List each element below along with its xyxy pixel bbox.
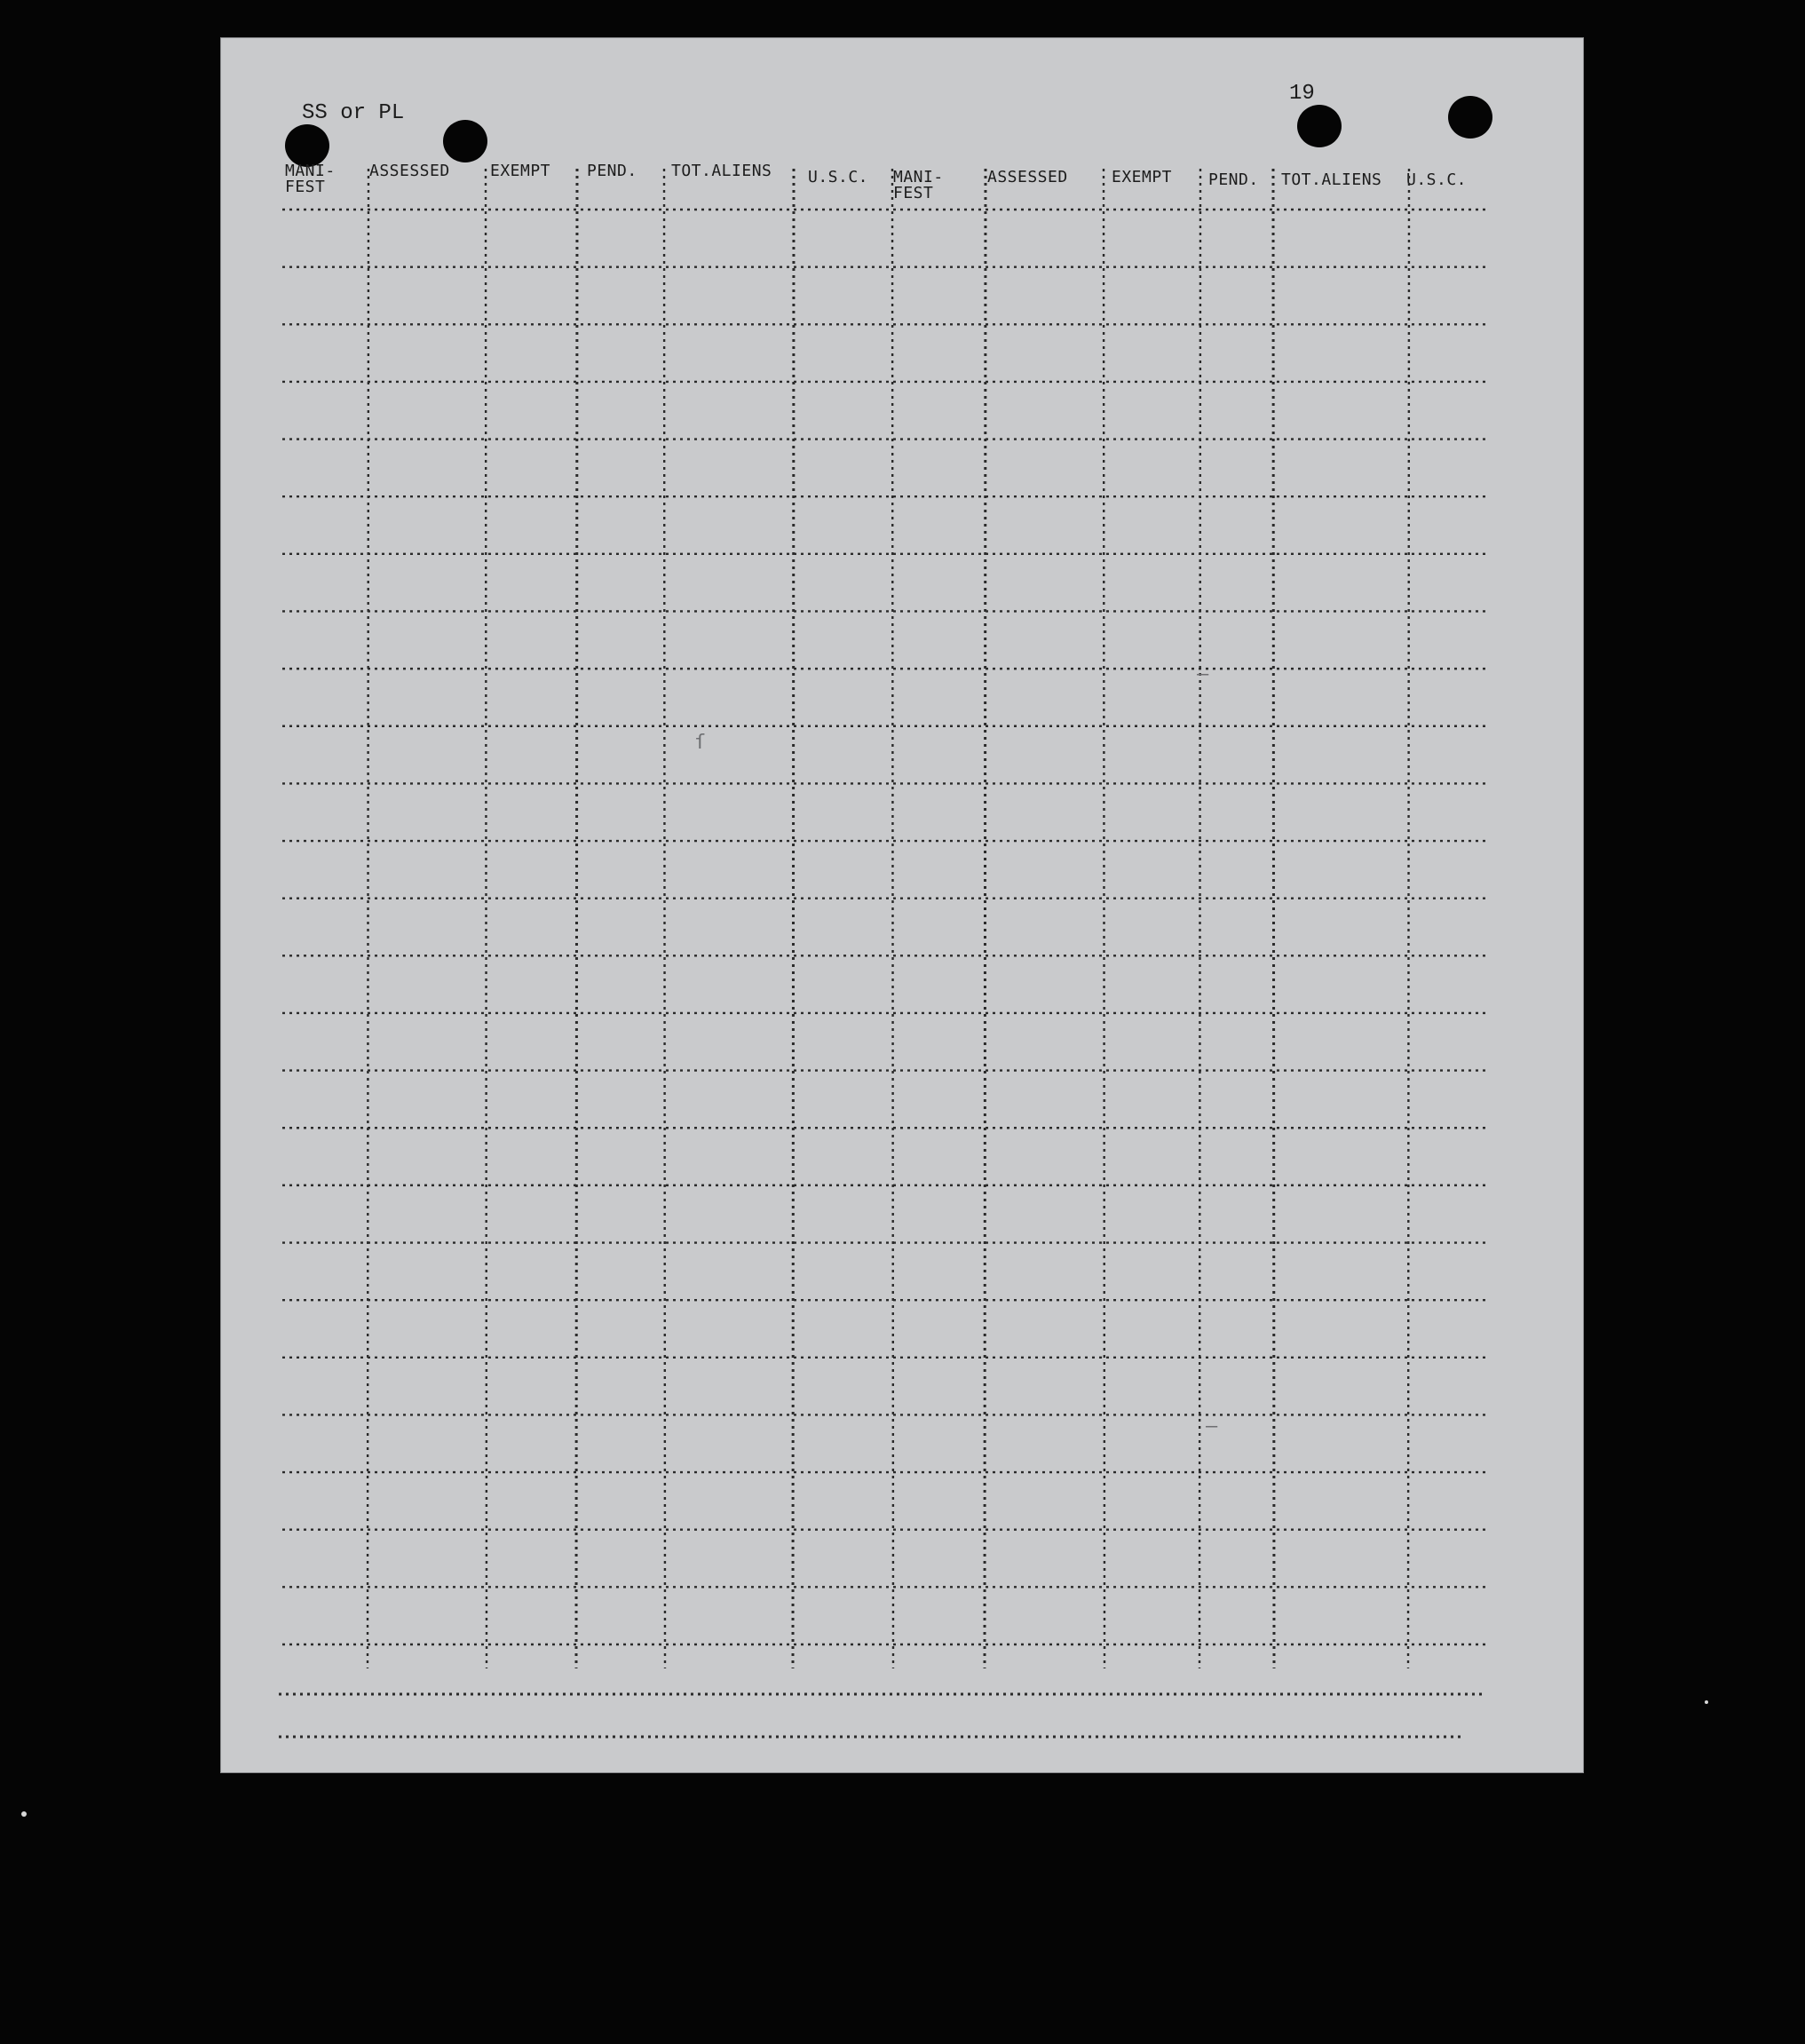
col-header-tot-aliens-1: TOT.ALIENS: [671, 162, 772, 180]
col-header-manifest-2: MANI- FEST: [893, 168, 944, 202]
grid-column-divider: [892, 169, 893, 1668]
col-header-pend-2: PEND.: [1208, 170, 1259, 189]
col-header-tot-aliens-2: TOT.ALIENS: [1281, 170, 1382, 189]
grid-column-divider: [985, 169, 986, 1668]
ledger-grid: [220, 37, 1584, 1773]
grid-column-divider: [486, 169, 487, 1668]
grid-column-divider: [1273, 169, 1274, 1668]
grid-column-divider: [1199, 169, 1200, 1668]
grid-vertical-lines: [368, 169, 1409, 1668]
page-number: 19: [1289, 82, 1315, 106]
col-header-usc-1: U.S.C.: [808, 168, 869, 186]
col-header-manifest-1: MANI- FEST: [285, 162, 336, 196]
col-header-pend-1: PEND.: [587, 162, 637, 180]
ink-smudge: –: [1206, 1415, 1218, 1438]
scan-speck: [1705, 1700, 1708, 1704]
col-header-exempt-2: EXEMPT: [1112, 168, 1173, 186]
scan-speck: [21, 1811, 27, 1817]
col-header-assessed-2: ASSESSED: [987, 168, 1068, 186]
grid-column-divider: [576, 169, 577, 1668]
grid-column-divider: [793, 169, 794, 1668]
ship-label: SS or PL: [302, 101, 405, 125]
grid-horizontal-lines: [279, 210, 1486, 1737]
document-page: [220, 37, 1584, 1773]
col-header-usc-2: U.S.C.: [1406, 170, 1468, 189]
grid-column-divider: [664, 169, 665, 1668]
ink-smudge: –: [1197, 663, 1209, 685]
col-header-assessed-1: ASSESSED: [369, 162, 450, 180]
col-header-exempt-1: EXEMPT: [490, 162, 551, 180]
grid-column-divider: [1408, 169, 1409, 1668]
ink-smudge: ſ: [694, 732, 707, 754]
